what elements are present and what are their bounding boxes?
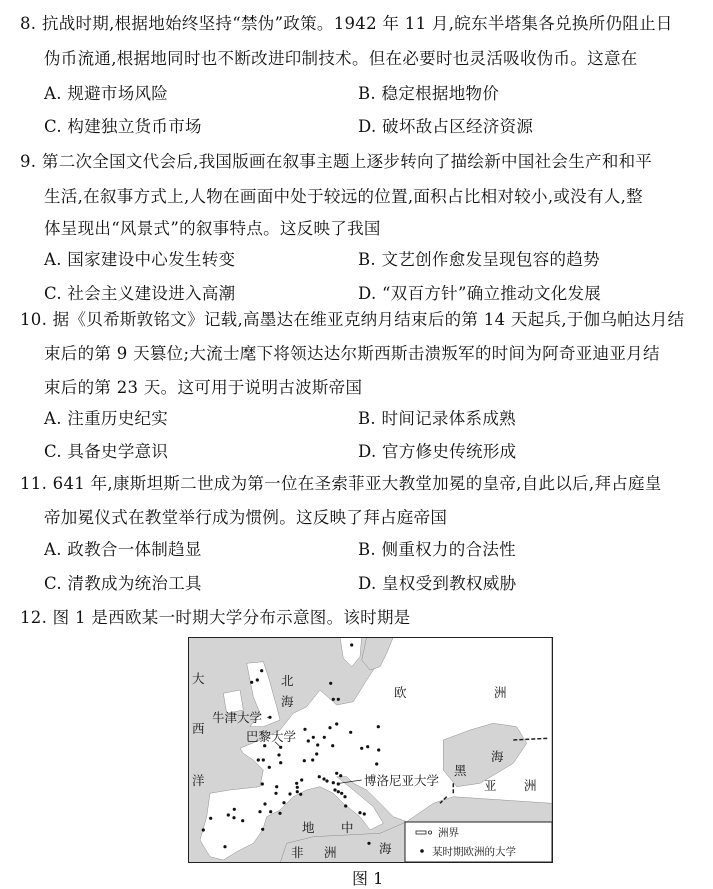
question-9-stem-line: 9. 第二次全国文代会后,我国版画在叙事主题上逐步转向了描绘新中国社会生产和和平 xyxy=(20,152,653,171)
question-10-option-d[interactable]: D. 官方修史传统形成 xyxy=(358,442,517,461)
label-north-sea: 北 xyxy=(281,673,294,688)
university-dot xyxy=(315,752,318,755)
university-dot xyxy=(232,816,235,819)
university-dot xyxy=(337,698,340,701)
label-europe: 洲 xyxy=(494,685,507,700)
university-dot xyxy=(278,812,281,815)
university-dot xyxy=(337,790,340,793)
university-dot xyxy=(209,817,212,820)
label-asia: 洲 xyxy=(524,778,537,793)
university-dot xyxy=(358,811,361,814)
university-dot xyxy=(350,643,353,646)
label-mediterranean: 地 xyxy=(302,820,315,835)
university-dot xyxy=(295,782,298,785)
boundary-legend-icon xyxy=(416,831,426,834)
university-dot xyxy=(262,758,265,761)
university-dot xyxy=(331,744,334,747)
university-dot xyxy=(323,736,326,739)
label-north-sea: 海 xyxy=(281,694,294,709)
university-dot xyxy=(339,774,342,777)
university-dot xyxy=(282,801,285,804)
university-dot xyxy=(277,753,280,756)
question-9-option-d[interactable]: D. “双百方针”确立推动文化发展 xyxy=(358,284,602,303)
university-dot xyxy=(258,810,261,813)
label-mediterranean: 海 xyxy=(379,841,392,856)
question-8-option-d[interactable]: D. 破坏敌占区经济资源 xyxy=(358,117,534,136)
question-11-stem-line: 帝加冕仪式在教堂举行成为惯例。这反映了拜占庭帝国 xyxy=(44,508,448,527)
university-dot xyxy=(275,785,278,788)
question-11-option-b[interactable]: B. 侧重权力的合法性 xyxy=(358,540,516,559)
university-dot xyxy=(377,748,380,751)
university-dot xyxy=(332,781,335,784)
question-8-stem-line: 8. 抗战时期,根据地始终坚持“禁伪”政策。1942 年 11 月,皖东半塔集各兑换所仍阻止日 xyxy=(20,14,673,33)
label-atlantic: 洋 xyxy=(192,773,205,788)
university-dot xyxy=(366,745,369,748)
university-dot xyxy=(268,766,271,769)
label-mediterranean: 中 xyxy=(341,820,354,835)
legend-boundary: 洲界 xyxy=(438,827,459,839)
university-dot xyxy=(335,722,338,725)
university-dot xyxy=(263,802,266,805)
university-dot xyxy=(375,762,378,765)
question-8-stem-line: 伪币流通,根据地同时也不断改进印制技术。但在必要时也灵活吸收伪币。这意在 xyxy=(44,49,638,68)
university-dot xyxy=(316,743,319,746)
label-asia: 亚 xyxy=(484,778,497,793)
question-10-stem-line: 束后的第 9 天篡位;大流士麾下将领达达尔斯西斯击溃叛军的时间为阿奇亚迪亚月结 xyxy=(44,344,660,363)
university-dot xyxy=(250,681,253,684)
university-dot xyxy=(322,777,325,780)
label-oxford: 牛津大学 xyxy=(212,710,263,725)
label-europe: 欧 xyxy=(394,685,407,700)
question-9-option-c[interactable]: C. 社会主义建设进入高潮 xyxy=(44,284,236,303)
question-11-option-a[interactable]: A. 政教合一体制趋显 xyxy=(44,540,202,559)
university-dot xyxy=(318,775,321,778)
university-dot xyxy=(261,782,264,785)
label-atlantic: 西 xyxy=(192,721,205,736)
question-10-option-b[interactable]: B. 时间记录体系成熟 xyxy=(358,409,516,428)
university-dot xyxy=(256,678,259,681)
figure-caption: 图 1 xyxy=(352,869,384,888)
question-12-stem-line: 12. 图 1 是西欧某一时期大学分布示意图。该时期是 xyxy=(20,608,411,627)
university-dot xyxy=(202,828,205,831)
question-9-option-b[interactable]: B. 文艺创作愈发呈现包容的趋势 xyxy=(358,250,600,269)
university-dot xyxy=(363,812,366,815)
university-dot xyxy=(300,778,303,781)
university-dot xyxy=(257,758,260,761)
university-dot xyxy=(332,698,335,701)
legend-university: 某时期欧洲的大学 xyxy=(432,846,516,858)
label-black-sea: 黑 xyxy=(454,763,467,778)
university-dot xyxy=(333,788,336,791)
question-10-option-c[interactable]: C. 具备史学意识 xyxy=(44,442,169,461)
university-dot xyxy=(260,669,263,672)
university-dot xyxy=(274,792,277,795)
university-dot xyxy=(367,842,370,845)
question-8-option-a[interactable]: A. 规避市场风险 xyxy=(44,84,169,103)
label-paris: 巴黎大学 xyxy=(246,729,297,744)
university-dot xyxy=(269,810,272,813)
university-dot xyxy=(344,804,347,807)
university-dot xyxy=(360,747,363,750)
question-10-option-a[interactable]: A. 注重历史纪实 xyxy=(44,409,169,428)
question-8-option-b[interactable]: B. 稳定根据地物价 xyxy=(358,84,500,103)
university-dot xyxy=(241,819,244,822)
university-dot xyxy=(329,682,332,685)
university-dot xyxy=(233,808,236,811)
question-9-stem-line: 体呈现出“风景式”的叙事特点。这反映了我国 xyxy=(44,219,381,238)
university-dot xyxy=(303,728,306,731)
university-dot xyxy=(223,845,226,848)
label-africa: 非 xyxy=(291,845,304,860)
question-11-option-c[interactable]: C. 清教成为统治工具 xyxy=(44,574,202,593)
label-bologna: 博洛尼亚大学 xyxy=(364,773,440,788)
university-dot xyxy=(261,828,264,831)
university-dot xyxy=(325,779,328,782)
university-dot xyxy=(377,725,380,728)
university-dot xyxy=(299,793,302,796)
question-8-option-c[interactable]: C. 构建独立货币市场 xyxy=(44,117,202,136)
university-dot xyxy=(279,761,282,764)
university-legend-icon xyxy=(420,849,424,853)
university-dot xyxy=(288,792,291,795)
university-dot xyxy=(263,744,266,747)
label-africa: 洲 xyxy=(324,845,337,860)
university-dot xyxy=(349,731,352,734)
university-dot xyxy=(296,790,299,793)
university-dot xyxy=(227,813,230,816)
university-dot xyxy=(307,739,310,742)
university-dot xyxy=(311,758,314,761)
question-9-stem-line: 生活,在叙事方式上,人物在画面中处于较远的位置,面积占比相对较小,或没有人,整 xyxy=(44,187,643,206)
europe-university-map xyxy=(188,637,553,863)
map-legend xyxy=(405,822,552,862)
question-10-stem-line: 10. 据《贝希斯敦铭文》记载,高墨达在维亚克纳月结束后的第 14 天起兵,于伽乌帕达月结 xyxy=(20,310,685,329)
university-dot xyxy=(335,772,338,775)
question-10-stem-line: 束后的第 23 天。这可用于说明古波斯帝国 xyxy=(44,378,363,397)
university-dot xyxy=(303,759,306,762)
university-dot xyxy=(337,782,340,785)
label-atlantic: 大 xyxy=(192,671,205,686)
university-dot xyxy=(328,726,331,729)
university-dot xyxy=(343,795,346,798)
question-9-option-a[interactable]: A. 国家建设中心发生转变 xyxy=(44,250,236,269)
question-11-stem-line: 11. 641 年,康斯坦斯二世成为第一位在圣索菲亚大教堂加冕的皇帝,自此以后,拜占庭皇 xyxy=(20,474,662,493)
university-dot xyxy=(312,736,315,739)
university-dot xyxy=(340,792,343,795)
university-dot xyxy=(296,786,299,789)
question-11-option-d[interactable]: D. 皇权受到教权威胁 xyxy=(358,574,517,593)
label-black-sea: 海 xyxy=(491,749,504,764)
